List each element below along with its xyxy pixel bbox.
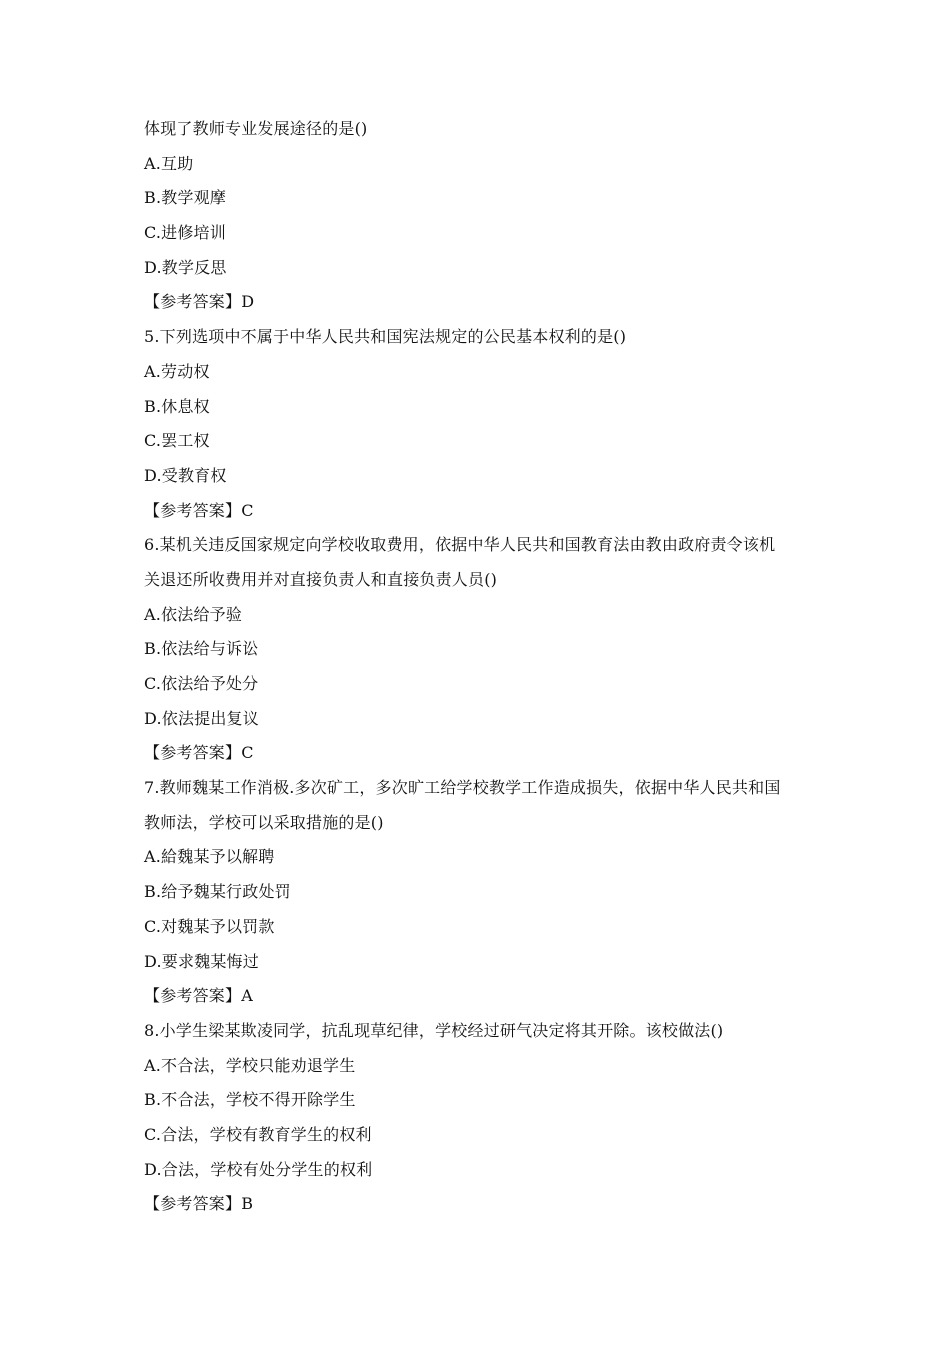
question-5-option-c: C.罢工权 [144, 431, 210, 451]
question-7-stem-line-1: 7.教师魏某工作消极.多次矿工，多次旷工给学校教学工作造成损失，依据中华人民共和国 [144, 778, 781, 798]
question-7-option-d: D.要求魏某悔过 [144, 951, 259, 971]
question-8-option-d: D.合法，学校有处分学生的权利 [144, 1159, 373, 1179]
question-6-stem-line-1: 6.某机关违反国家规定向学校收取费用，依据中华人民共和国教育法由教由政府责令该机 [144, 535, 776, 555]
question-5-option-a: A.劳动权 [144, 361, 210, 381]
question-7-option-a: A.給魏某予以解聘 [144, 847, 275, 867]
option-c: C.进修培训 [144, 223, 226, 243]
question-7-stem-line-2: 教师法，学校可以采取措施的是() [144, 812, 384, 832]
question-8-answer: 【参考答案】B [144, 1194, 254, 1214]
question-8-stem: 8.小学生梁某欺凌同学，抗乱现草纪律，学校经过研气决定将其开除。该校做法() [144, 1020, 724, 1040]
option-d: D.教学反思 [144, 257, 227, 277]
question-stem-continuation: 体现了教师专业发展途径的是() [144, 119, 368, 138]
question-6-option-c: C.依法给予处分 [144, 674, 259, 693]
question-7-option-b: B.给予魏某行政处罚 [144, 882, 291, 902]
question-5-option-d: D.受教育权 [144, 465, 227, 485]
question-5-option-b: B.休息权 [144, 396, 210, 416]
question-6-option-b: B.依法给与诉讼 [144, 639, 259, 659]
question-5-stem: 5.下列选项中不属于中华人民共和国宪法规定的公民基本权利的是() [144, 327, 627, 347]
question-6-answer: 【参考答案】C [144, 743, 254, 763]
question-8-option-a: A.不合法，学校只能劝退学生 [144, 1055, 356, 1075]
question-5-answer: 【参考答案】C [144, 500, 254, 520]
option-a: A.互助 [144, 153, 194, 173]
question-8-option-b: B.不合法，学校不得开除学生 [144, 1090, 356, 1110]
question-8-option-c: C.合法，学校有教育学生的权利 [144, 1124, 372, 1144]
question-6-option-d: D.依法提出复议 [144, 708, 259, 728]
question-6-stem-line-2: 关退还所收费用并对直接负责人和直接负责人员() [144, 569, 498, 589]
option-b: B.教学观摩 [144, 188, 227, 208]
reference-answer: 【参考答案】D [144, 292, 255, 312]
question-7-answer: 【参考答案】A [144, 986, 253, 1006]
question-7-option-c: C.对魏某予以罚款 [144, 916, 275, 936]
question-text-block [144, 115, 824, 1225]
question-6-option-a: A.依法给予验 [144, 604, 243, 624]
